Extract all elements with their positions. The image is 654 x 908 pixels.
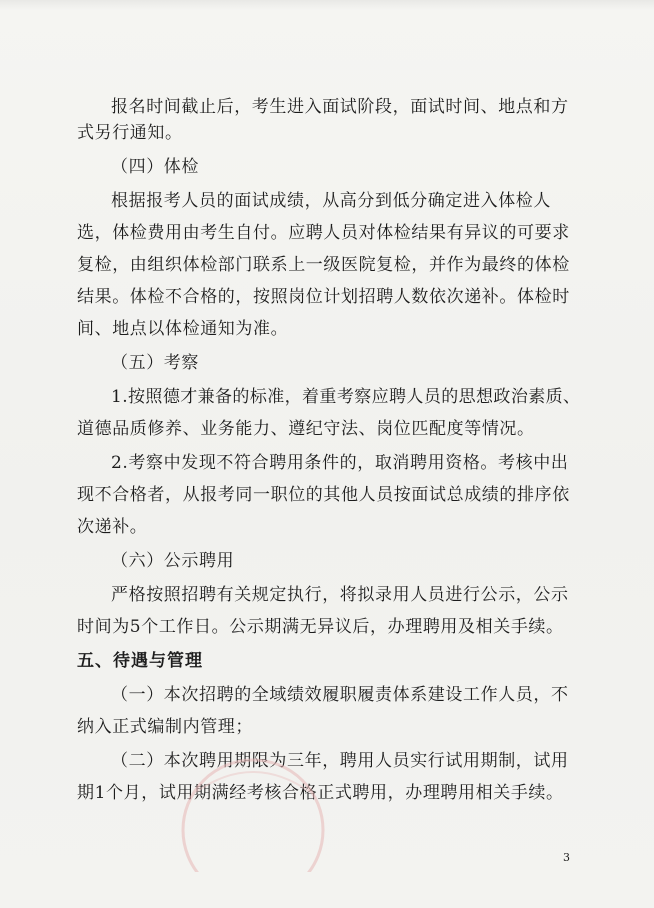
scan-edge (0, 0, 654, 10)
paragraph-line: 复检，由组织体检部门联系上一级医院复检，并作为最终的体检 (77, 255, 570, 275)
official-seal-stamp (178, 752, 328, 872)
section-heading-benefits: 五、待遇与管理 (77, 651, 203, 671)
paragraph-line: 选，体检费用由考生自付。应聘人员对体检结果有异议的可要求 (77, 223, 570, 243)
paragraph-line: 结果。体检不合格的，按照岗位计划招聘人数依次递补。体检时 (77, 287, 570, 307)
paragraph-line: 期1个月，试用期满经考核合格正式聘用，办理聘用相关手续。 (77, 783, 564, 803)
paragraph-line: 严格按照招聘有关规定执行，将拟录用人员进行公示，公示 (111, 585, 569, 605)
page-number: 3 (563, 851, 570, 864)
paragraph-line: 1.按照德才兼备的标准，着重考察应聘人员的思想政治素质、 (111, 387, 581, 407)
section-heading-public-notice: （六）公示聘用 (111, 551, 235, 571)
section-heading-physical-exam: （四）体检 (111, 157, 199, 177)
paragraph-line: 式另行通知。 (77, 123, 183, 143)
paragraph-line: （一）本次招聘的全域绩效履职履责体系建设工作人员，不 (111, 685, 569, 705)
document-body (77, 94, 582, 806)
paragraph-line: 2.考察中发现不符合聘用条件的，取消聘用资格。考核中出 (111, 453, 569, 473)
paragraph-line: 报名时间截止后，考生进入面试阶段，面试时间、地点和方 (111, 97, 569, 117)
paragraph-line: 纳入正式编制内管理； (77, 717, 253, 737)
paragraph-line: 时间为5个工作日。公示期满无异议后，办理聘用及相关手续。 (77, 617, 564, 637)
paragraph-line: 间、地点以体检通知为准。 (77, 319, 289, 339)
paragraph-line: 道德品质修养、业务能力、遵纪守法、岗位匹配度等情况。 (77, 419, 535, 439)
paragraph-line: 根据报考人员的面试成绩，从高分到低分确定进入体检人 (111, 191, 551, 211)
paragraph-line: （二）本次聘用期限为三年，聘用人员实行试用期制，试用 (111, 751, 569, 771)
paragraph-line: 次递补。 (77, 517, 148, 537)
paragraph-line: 现不合格者，从报考同一职位的其他人员按面试总成绩的排序依 (77, 485, 570, 505)
section-heading-inspection: （五）考察 (111, 353, 199, 373)
